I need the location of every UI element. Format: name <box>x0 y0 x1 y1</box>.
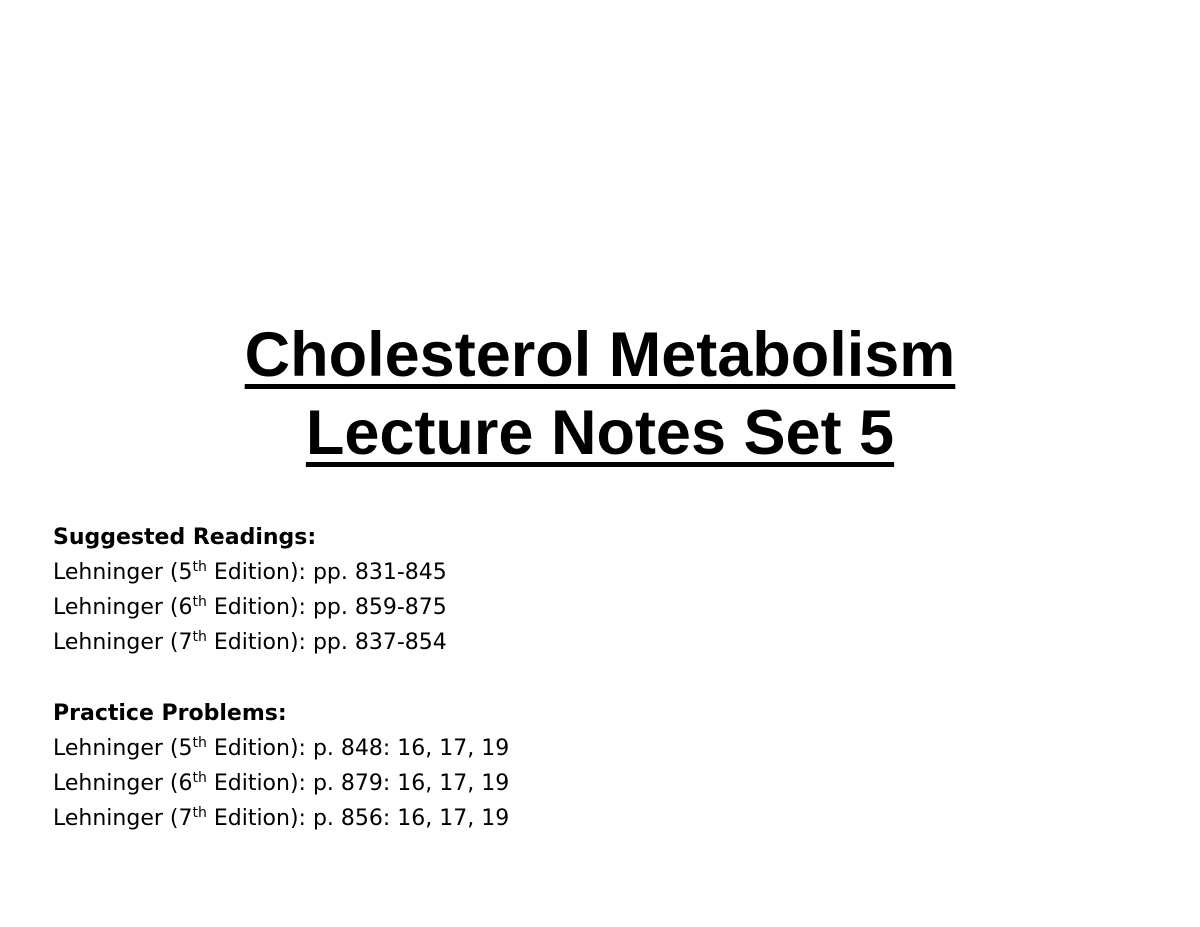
reading-item-sup: th <box>192 594 207 610</box>
reading-item-suffix: Edition): pp. 831-845 <box>206 560 447 585</box>
suggested-readings-section <box>53 520 447 660</box>
problem-item-prefix: Lehninger (5 <box>53 736 193 761</box>
reading-item-prefix: Lehninger (6 <box>53 595 193 620</box>
problem-item-prefix: Lehninger (7 <box>53 806 193 831</box>
problem-item-suffix: Edition): p. 856: 16, 17, 19 <box>206 806 510 831</box>
problem-item <box>53 731 509 766</box>
reading-item-suffix: Edition): pp. 837-854 <box>206 630 447 655</box>
reading-item-sup: th <box>192 559 207 575</box>
problem-item <box>53 801 509 836</box>
reading-item <box>53 590 447 625</box>
title-line-2: Lecture Notes Set 5 <box>305 398 895 468</box>
title-line-1: Cholesterol Metabolism <box>244 320 956 390</box>
suggested-readings-heading: Suggested Readings: <box>53 525 317 550</box>
reading-item-sup: th <box>192 629 207 645</box>
problem-item-sup: th <box>192 735 207 751</box>
problem-item-sup: th <box>192 805 207 821</box>
practice-problems-heading: Practice Problems: <box>53 701 287 726</box>
problem-item-prefix: Lehninger (6 <box>53 771 193 796</box>
problem-item-suffix: Edition): p. 848: 16, 17, 19 <box>206 736 510 761</box>
practice-problems-section <box>53 696 509 836</box>
reading-item-prefix: Lehninger (5 <box>53 560 193 585</box>
problem-item <box>53 766 509 801</box>
reading-item <box>53 555 447 590</box>
reading-item-prefix: Lehninger (7 <box>53 630 193 655</box>
reading-item <box>53 625 447 660</box>
problem-item-suffix: Edition): p. 879: 16, 17, 19 <box>206 771 510 796</box>
reading-item-suffix: Edition): pp. 859-875 <box>206 595 447 620</box>
problem-item-sup: th <box>192 770 207 786</box>
title-block <box>0 320 1200 476</box>
